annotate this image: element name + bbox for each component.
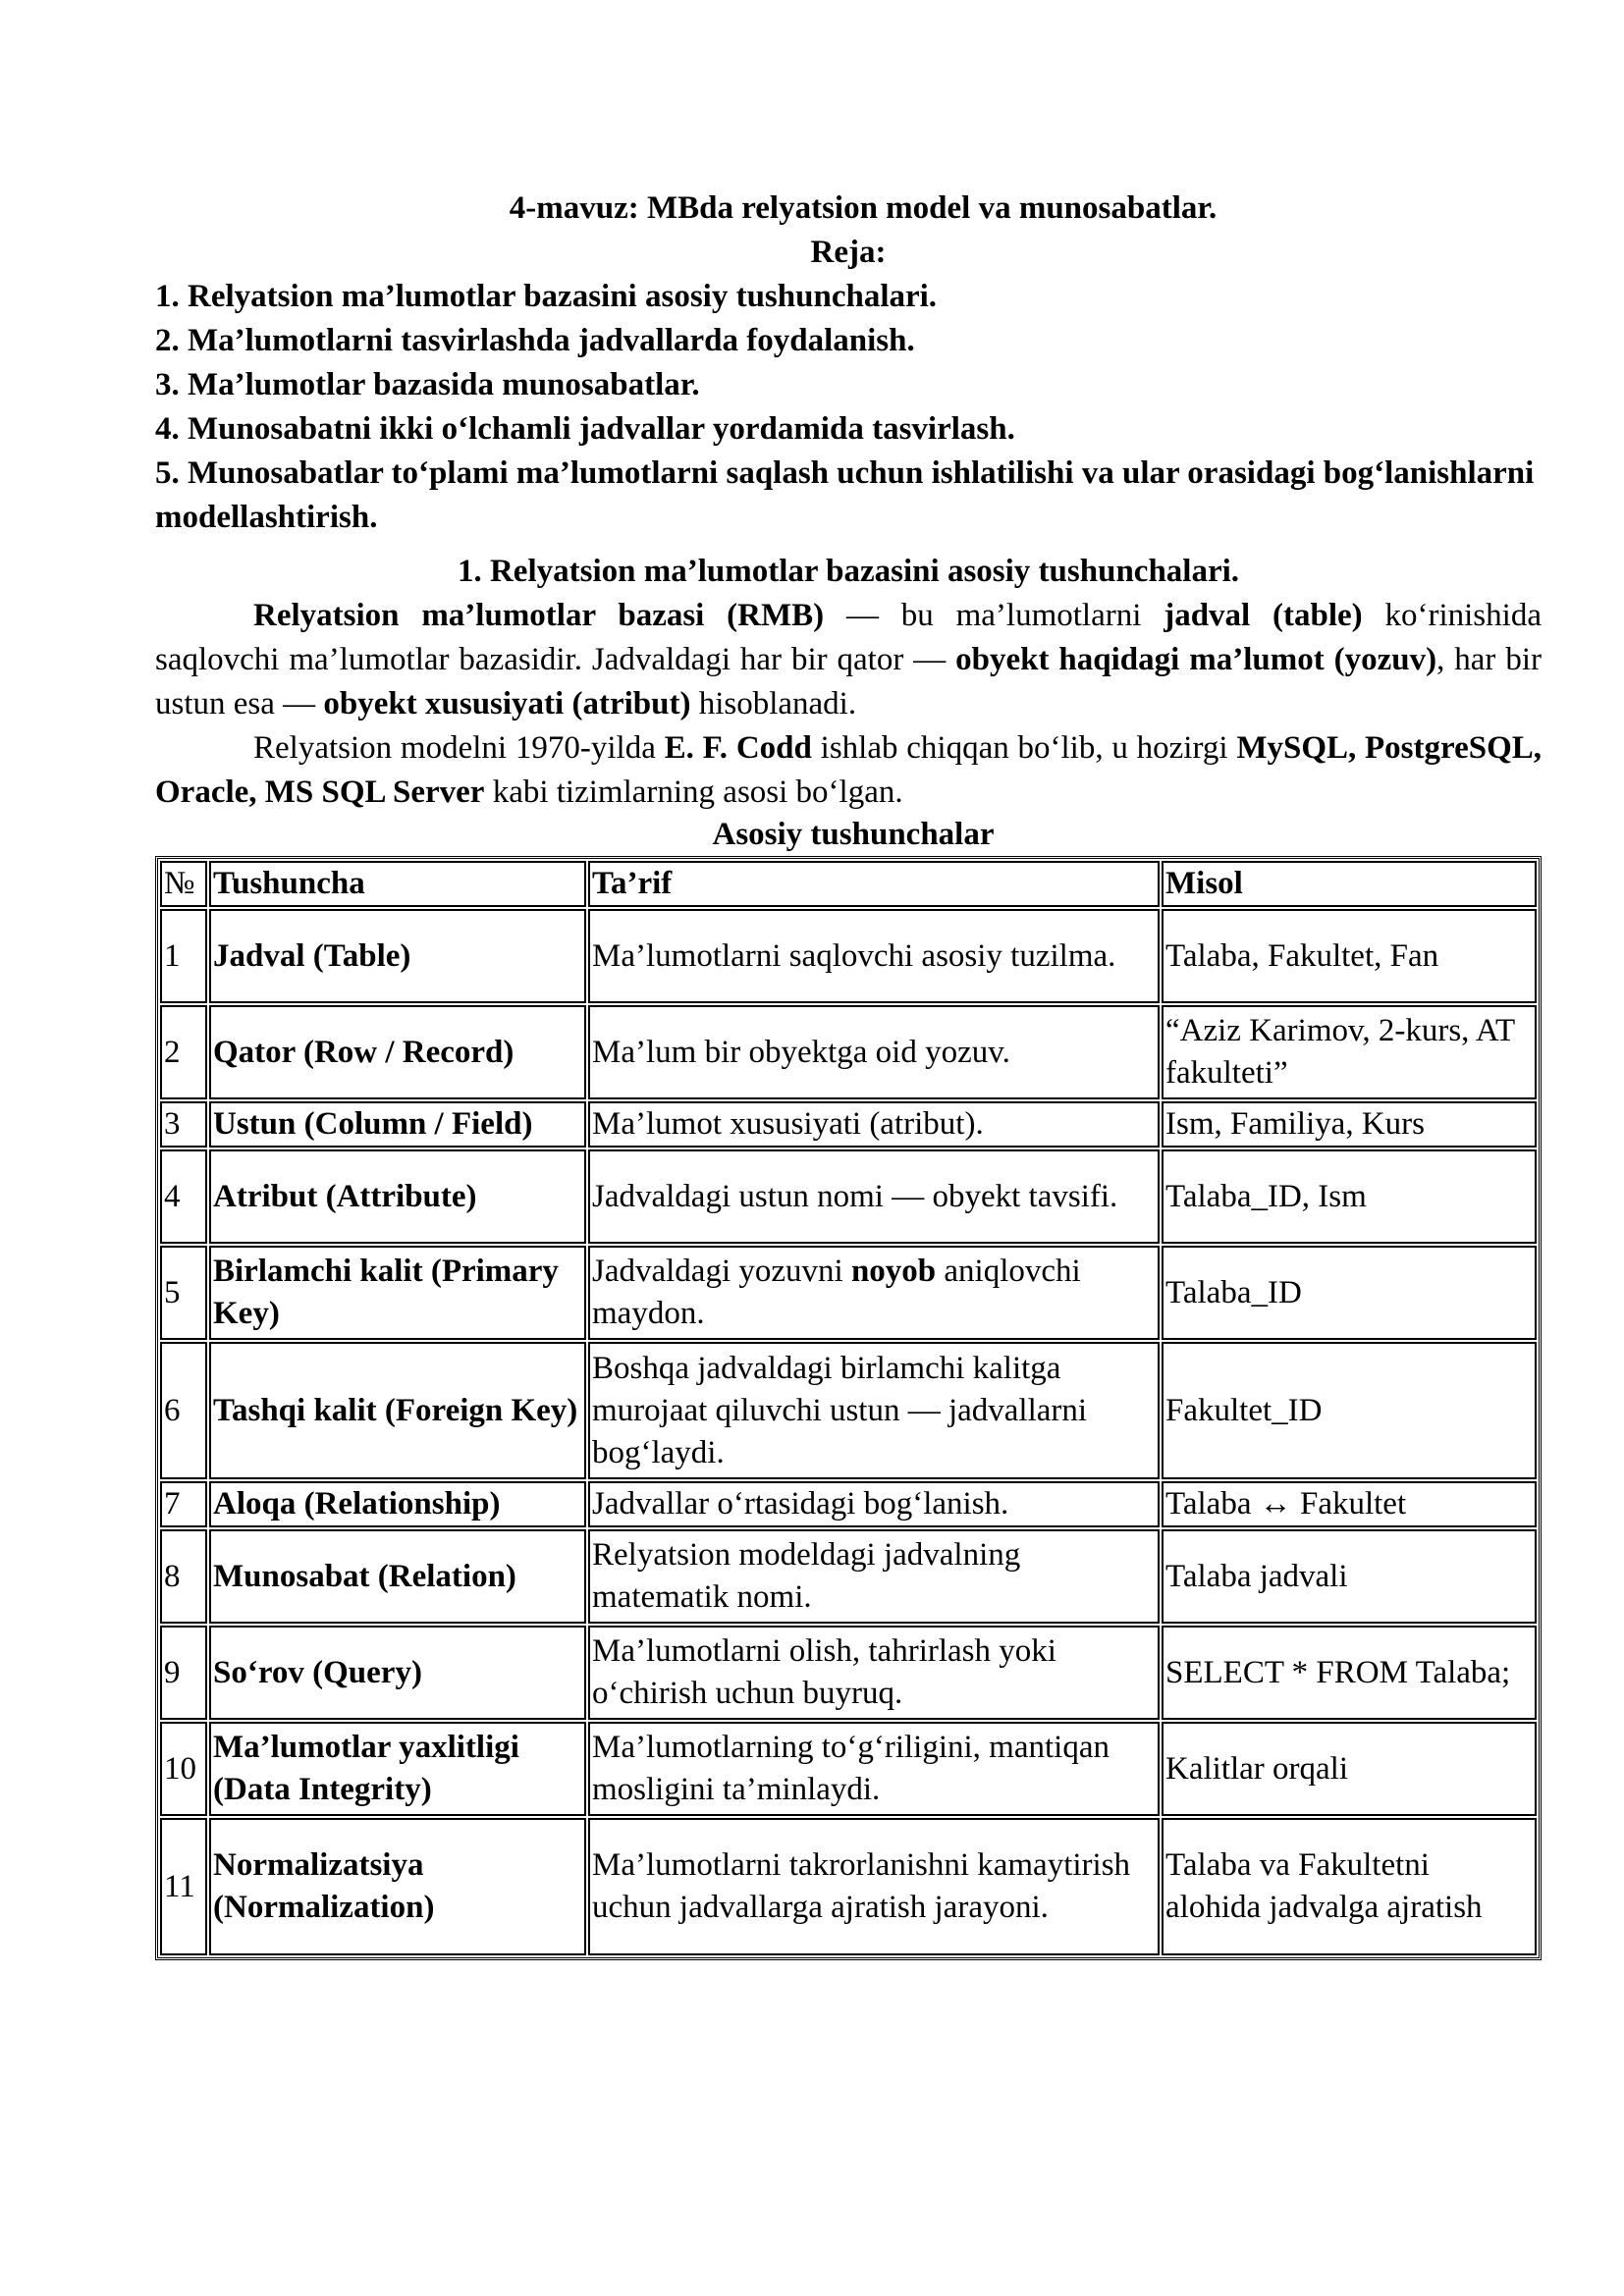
- row-number: 1: [160, 909, 207, 1003]
- table-row: [160, 1722, 1537, 1816]
- plan-item: 3. Ma’lumotlar bazasida munosabatlar.: [155, 367, 700, 402]
- row-number: 6: [160, 1342, 207, 1479]
- row-definition: Ma’lum bir obyektga oid yozuv.: [588, 1005, 1160, 1099]
- table-row: [160, 1246, 1537, 1340]
- row-term: Qator (Row / Record): [209, 1005, 586, 1099]
- paragraph-definition: [155, 594, 1542, 726]
- row-example: SELECT * FROM Talaba;: [1162, 1626, 1537, 1720]
- row-term: Aloqa (Relationship): [209, 1481, 586, 1527]
- header-cell: №: [160, 861, 207, 907]
- plan-item: 5. Munosabatlar to‘plami ma’lumotlarni saqlash uchun ishlatilishi va ular orasidagi bog‘lanishlarni modellashtirish.: [155, 455, 1535, 535]
- table-row: [160, 1818, 1537, 1955]
- table-row: [160, 909, 1537, 1003]
- table-title: Asosiy tushunchalar: [712, 817, 995, 852]
- term-table: jadval (table): [1164, 598, 1363, 633]
- text-run: ko‘rinishida saqlovchi ma’lumotlar bazasidir. Jadvaldagi har bir qator —: [155, 598, 1542, 677]
- section-heading: 1. Relyatsion ma’lumotlar bazasini asosiy tushunchalari.: [457, 554, 1240, 589]
- row-definition: Jadvaldagi ustun nomi — obyekt tavsifi.: [588, 1149, 1160, 1244]
- row-definition: Ma’lumotlarni olish, tahrirlash yoki o‘chirish uchun buyruq.: [588, 1626, 1160, 1720]
- row-definition: Jadvallar o‘rtasidagi bog‘lanish.: [588, 1481, 1160, 1527]
- row-number: 10: [160, 1722, 207, 1816]
- row-number: 4: [160, 1149, 207, 1244]
- table-row: [160, 1626, 1537, 1720]
- row-number: 3: [160, 1101, 207, 1148]
- row-definition: Relyatsion modeldagi jadvalning matematik nomi.: [588, 1529, 1160, 1624]
- row-definition: Ma’lumot xususiyati (atribut).: [588, 1101, 1160, 1148]
- table-row: [160, 1005, 1537, 1099]
- header-cell: Misol: [1162, 861, 1537, 907]
- document-title: 4-mavuz: MBda relyatsion model va munosabatlar.: [509, 190, 1218, 226]
- row-definition: Ma’lumotlarni takrorlanishni kamaytirish uchun jadvallarga ajratish jarayoni.: [588, 1818, 1160, 1955]
- row-example: Talaba ↔ Fakultet: [1162, 1481, 1537, 1527]
- term-codd: E. F. Codd: [664, 730, 812, 766]
- row-number: 11: [160, 1818, 207, 1955]
- row-number: 5: [160, 1246, 207, 1340]
- row-term: Ustun (Column / Field): [209, 1101, 586, 1148]
- table-row: [160, 1342, 1537, 1479]
- term-rmb: Relyatsion ma’lumotlar bazasi (RMB): [253, 598, 825, 633]
- row-term: Munosabat (Relation): [209, 1529, 586, 1624]
- term-record: obyekt haqidagi ma’lumot (yozuv): [955, 642, 1437, 677]
- row-term: Jadval (Table): [209, 909, 586, 1003]
- row-example: Kalitlar orqali: [1162, 1722, 1537, 1816]
- row-term: So‘rov (Query): [209, 1626, 586, 1720]
- row-definition: [588, 1246, 1160, 1340]
- text-run: — bu ma’lumotlarni: [824, 598, 1164, 633]
- table-row: [160, 1101, 1537, 1148]
- table-row: [160, 1481, 1537, 1527]
- row-term: Normalizatsiya (Normalization): [209, 1818, 586, 1955]
- text-run: aniqlovchi maydon.: [592, 1254, 1081, 1331]
- plan-item: 2. Ma’lumotlarni tasvirlashda jadvallarda foydalanish.: [155, 323, 915, 358]
- row-term: Atribut (Attribute): [209, 1149, 586, 1244]
- row-number: 7: [160, 1481, 207, 1527]
- row-example: “Aziz Karimov, 2-kurs, AT fakulteti”: [1162, 1005, 1537, 1099]
- row-definition: Ma’lumotlarning to‘g‘riligini, mantiqan mosligini ta’minlaydi.: [588, 1722, 1160, 1816]
- header-cell: Tushuncha: [209, 861, 586, 907]
- paragraph-history: [155, 726, 1542, 815]
- row-term: Tashqi kalit (Foreign Key): [209, 1342, 586, 1479]
- row-number: 9: [160, 1626, 207, 1720]
- term-unique: noyob: [850, 1254, 937, 1289]
- row-term: Birlamchi kalit (Primary Key): [209, 1246, 586, 1340]
- row-example: Talaba_ID, Ism: [1162, 1149, 1537, 1244]
- plan-label: Reja:: [810, 235, 887, 270]
- text-run: kabi tizimlarning asosi bo‘lgan.: [484, 774, 903, 810]
- row-term: Ma’lumotlar yaxlitligi (Data Integrity): [209, 1722, 586, 1816]
- row-example: Talaba jadvali: [1162, 1529, 1537, 1624]
- text-run: Jadvaldagi yozuvni: [592, 1254, 851, 1289]
- row-example: Fakultet_ID: [1162, 1342, 1537, 1479]
- text-run: ishlab chiqqan bo‘lib, u hozirgi: [811, 730, 1237, 766]
- text-run: , har bir ustun esa —: [155, 642, 1542, 721]
- row-number: 8: [160, 1529, 207, 1624]
- header-cell: Ta’rif: [588, 861, 1160, 907]
- row-example: Ism, Familiya, Kurs: [1162, 1101, 1537, 1148]
- plan-item: 1. Relyatsion ma’lumotlar bazasini asosiy tushunchalari.: [155, 279, 938, 314]
- document-page: [155, 187, 1542, 1960]
- term-dbms-list: MySQL, PostgreSQL, Oracle, MS SQL Server: [155, 730, 1542, 810]
- table-header-row: [160, 861, 1537, 907]
- term-attribute: obyekt xususiyati (atribut): [323, 686, 691, 721]
- row-example: Talaba_ID: [1162, 1246, 1537, 1340]
- table-row: [160, 1529, 1537, 1624]
- table-row: [160, 1149, 1537, 1244]
- plan-item: 4. Munosabatni ikki o‘lchamli jadvallar yordamida tasvirlash.: [155, 411, 1015, 447]
- row-definition: Ma’lumotlarni saqlovchi asosiy tuzilma.: [588, 909, 1160, 1003]
- row-definition: Boshqa jadvaldagi birlamchi kalitga murojaat qiluvchi ustun — jadvallarni bog‘laydi.: [588, 1342, 1160, 1479]
- text-run: hisoblanadi.: [690, 686, 857, 721]
- row-number: 2: [160, 1005, 207, 1099]
- row-example: Talaba va Fakultetni alohida jadvalga ajratish: [1162, 1818, 1537, 1955]
- text-run: Relyatsion modelni 1970-yilda: [253, 730, 665, 766]
- row-example: Talaba, Fakultet, Fan: [1162, 909, 1537, 1003]
- concepts-table: [155, 856, 1542, 1960]
